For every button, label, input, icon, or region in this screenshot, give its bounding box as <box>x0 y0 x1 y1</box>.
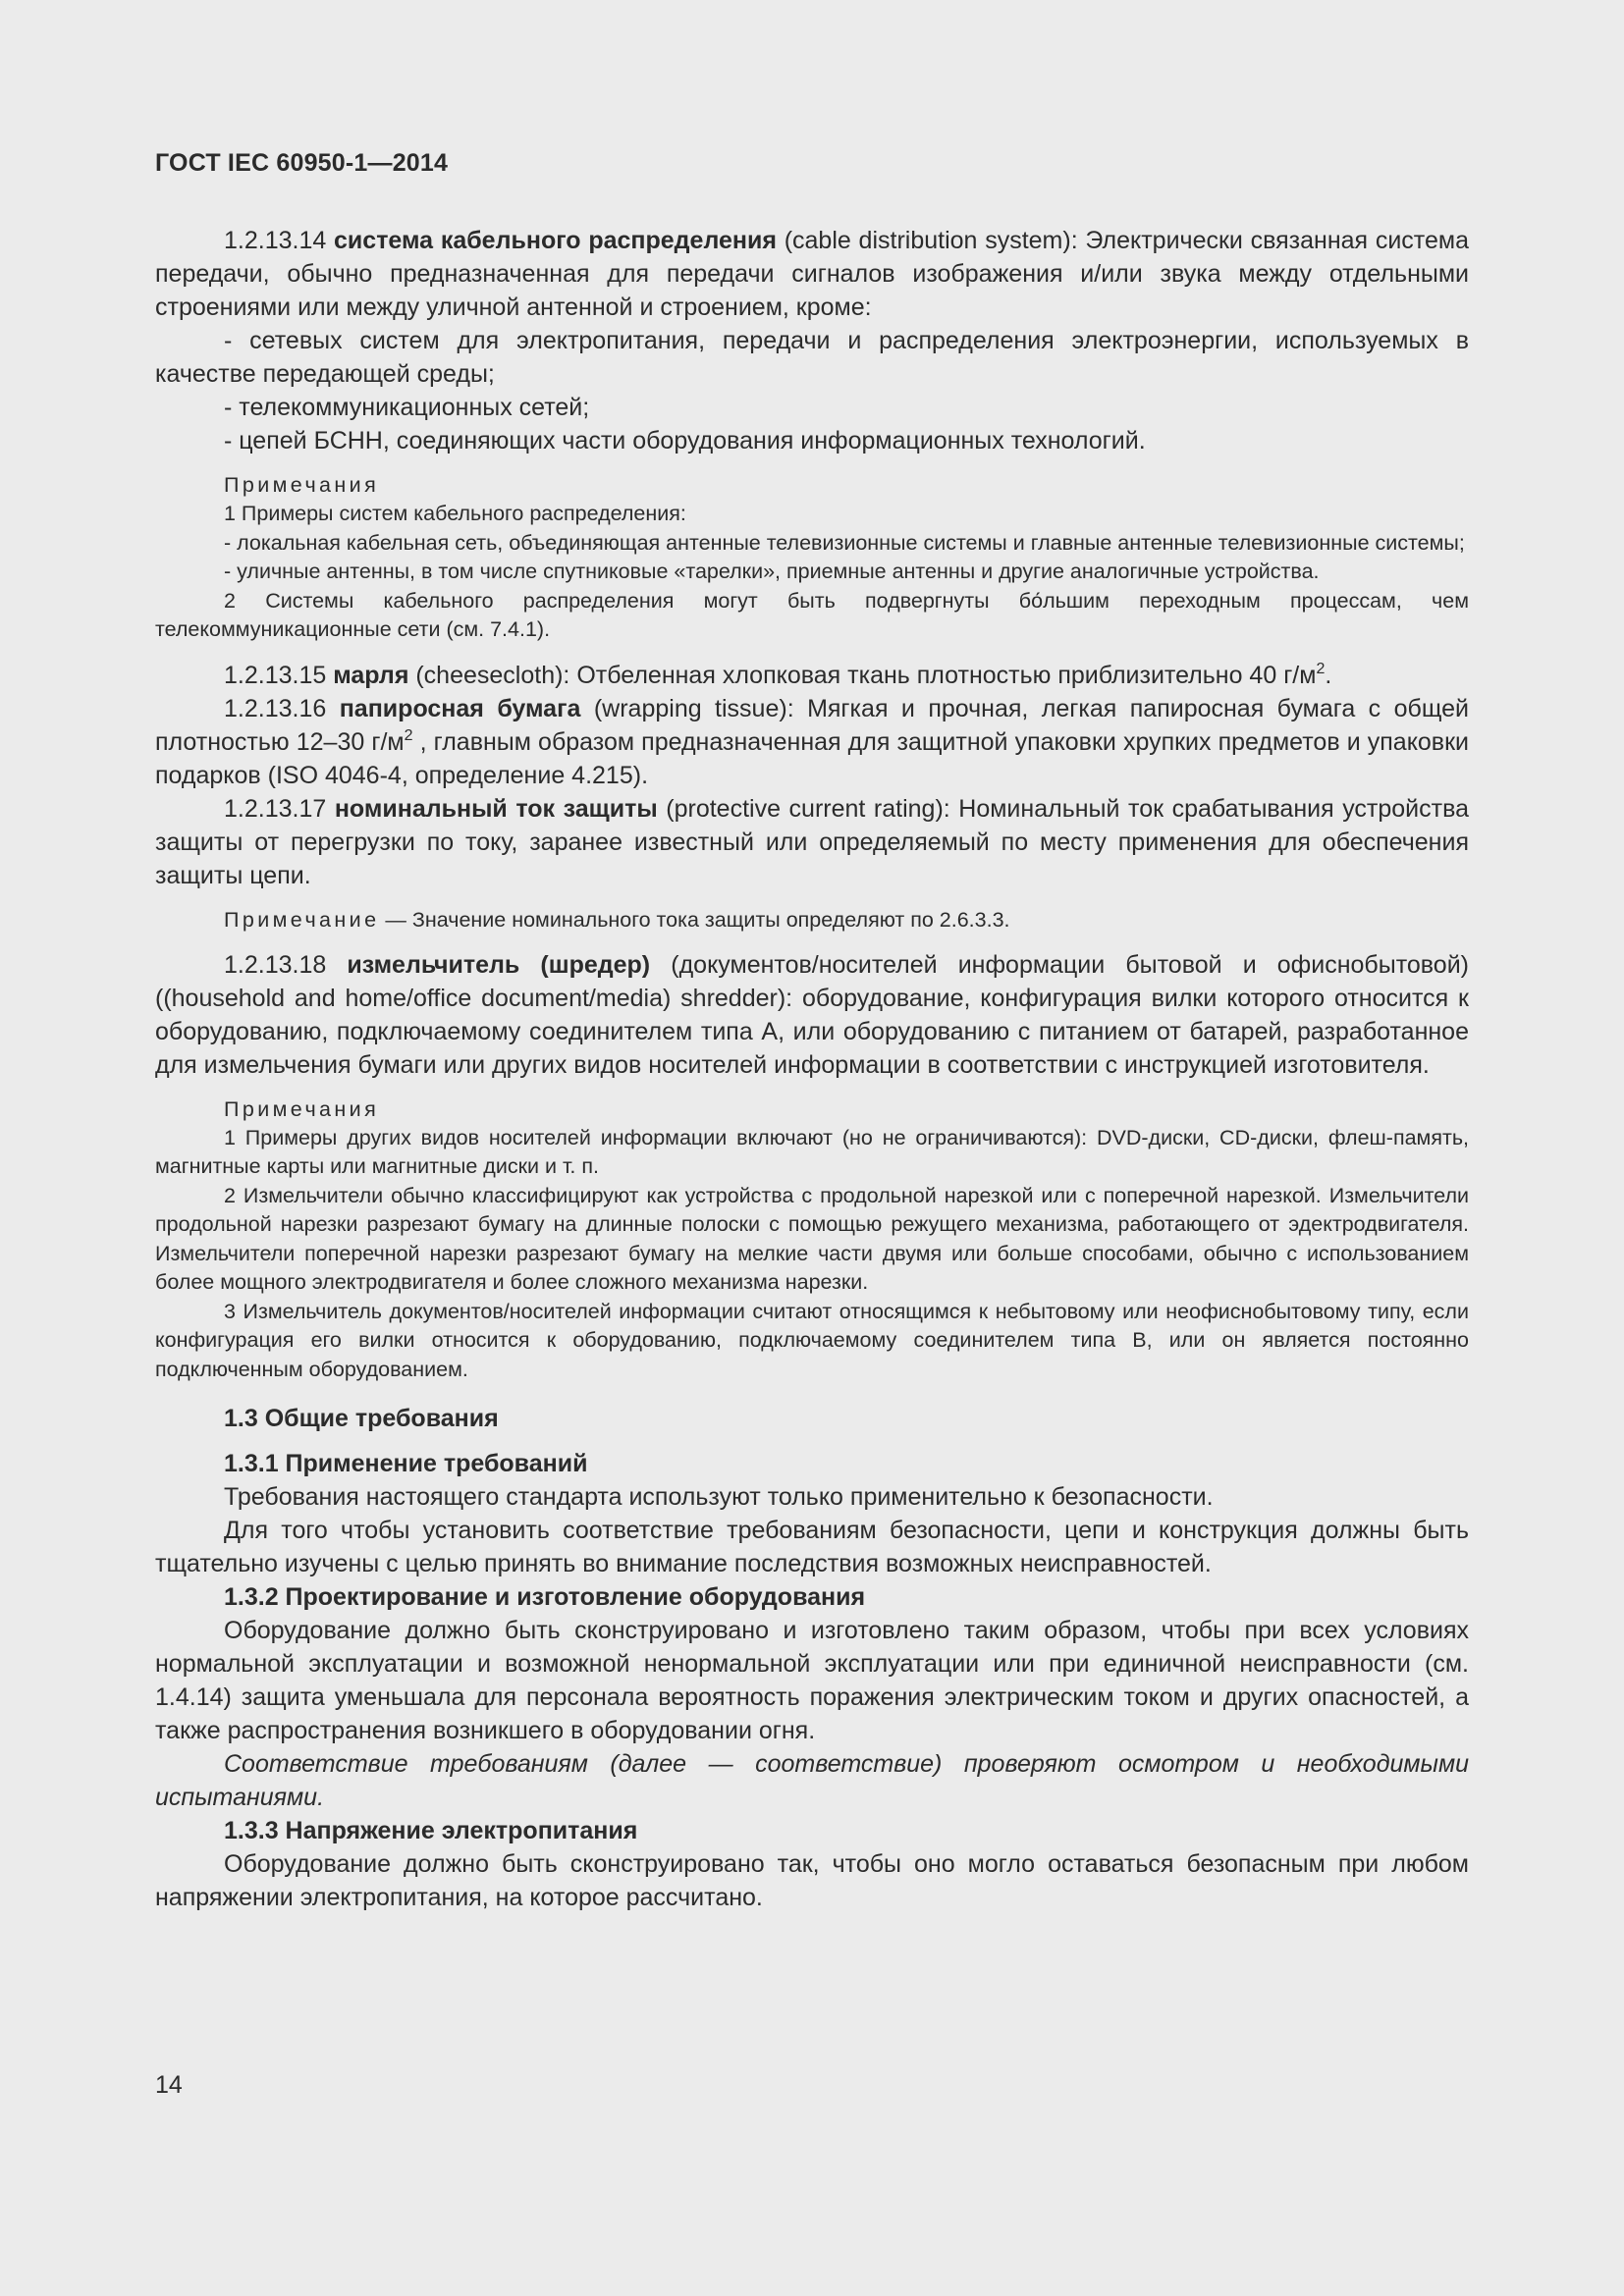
paragraph: Оборудование должно быть сконструировано и изготовлено таким образом, чтобы при всех условиях нормальной эксплуатации и возможной ненормальной эксплуатации или при единичной неисправности (см. 1.4.14) защита уменьшала для персонала вероятность поражения электрическим током и других опасностей, а также распространения возникшего в оборудовании огня. <box>155 1617 1469 1744</box>
section-heading-1-3: 1.3 Общие требования <box>224 1405 499 1432</box>
term: номинальный ток защиты <box>334 794 658 823</box>
paragraph: Оборудование должно быть сконструировано так, чтобы оно могло оставаться безопасным при любом напряжении электропитания, на которое рассчитано. <box>155 1850 1469 1911</box>
note-item: 1 Примеры других видов носителей информации включают (но не ограничиваются): DVD-диски, CD-диски, флеш-память, магнитные карты или магнитные диски и т. п. <box>155 1125 1469 1178</box>
term: папиросная бумага <box>339 694 581 722</box>
page-number: 14 <box>155 2071 183 2099</box>
clause-number: 1.2.13.17 <box>224 794 335 823</box>
definition-text: (документов/носителей информации бытовой и офиснобытовой) ((household and home/office document/media) shredder): оборудование, конфигурация вилки которого относится к оборудованию, подключаемому соединителем типа А, или оборудованию с питанием от батарей, разработанное для измельчения бумаги или других видов носителей информации в соответствии с инструкцией изготовителя. <box>155 950 1469 1079</box>
note-item: 2 Измельчители обычно классифицируют как устройства с продольной нарезкой или с поперечной нарезкой. Измельчители продольной нарезки разрезают бумагу на длинные полоски с помощью режущего механизма, работающего от эдектродвигателя. Измельчители поперечной нарезки разрезают бумагу на мелкие части двумя или больше способами, обычно с использованием более мощного электродвигателя и более сложного механизма нарезки. <box>155 1183 1469 1294</box>
section-heading-1-3-3: 1.3.3 Напряжение электропитания <box>224 1817 638 1844</box>
definition-text: (cheesecloth): Отбеленная хлопковая ткань плотностью приблизительно 40 г/м <box>408 661 1317 689</box>
note-line <box>155 906 1469 934</box>
term: система кабельного распределения <box>334 227 777 254</box>
document-header: ГОСТ IEC 60950-1—2014 <box>155 149 449 177</box>
note-item: 1 Примеры систем кабельного распределения: <box>224 502 686 525</box>
definition-text: (protective current rating): Номинальный ток срабатывания устройства защиты от перегрузки по току, заранее известный или определяемый по месту применения для обеспечения защиты цепи. <box>155 794 1470 889</box>
clause-number: 1.2.13.18 <box>224 950 348 979</box>
clause-1-2-13-15 <box>155 659 1469 692</box>
note-item: - уличные антенны, в том числе спутниковые «тарелки», приемные антенны и другие аналогичные устройства. <box>224 560 1320 583</box>
note-item: 3 Измельчитель документов/носителей информации считают относящимся к небытовому или неофиснобытовому типу, если конфигурация его вилки относится к оборудованию, подключаемому соединителем типа В, или он является постоянно подключенным оборудованием. <box>155 1299 1469 1381</box>
definition-text: (cable distribution system): Электрически связанная система передачи, обычно предназначенная для передачи сигналов изображения и/или звука между отдельными строениями или между уличной антенной и строением, кроме: <box>155 227 1469 321</box>
list-item: - телекоммуникационных сетей; <box>224 394 590 421</box>
list-item: - цепей БСНН, соединяющих части оборудования информационных технологий. <box>224 427 1146 454</box>
note-item: - локальная кабельная сеть, объединяющая антенные телевизионные системы и главные антенные телевизионные системы; <box>224 530 1465 555</box>
definition-text: (wrapping tissue): Мягкая и прочная, легкая папиросная бумага с общей плотностью 12–30 г/м <box>155 694 1469 756</box>
paragraph: Для того чтобы установить соответствие требованиям безопасности, цепи и конструкция должны быть тщательно изучены с целью принять во внимание последствия возможных неисправностей. <box>155 1517 1469 1577</box>
clause-1-2-13-17 <box>155 792 1469 892</box>
section-heading-1-3-1: 1.3.1 Применение требований <box>224 1450 588 1477</box>
document-body <box>155 224 1469 1914</box>
superscript: 2 <box>404 726 413 744</box>
definition-text-cont: , главным образом предназначенная для защитной упаковки хрупких предметов и упаковки подарков (ISO 4046-4, определение 4.215). <box>155 727 1469 789</box>
paragraph: Требования настоящего стандарта используют только применительно к безопасности. <box>224 1483 1214 1511</box>
term: измельчитель (шредер) <box>347 950 651 979</box>
list-item: - сетевых систем для электропитания, передачи и распределения электроэнергии, используемых в качестве передающей среды; <box>155 327 1469 388</box>
period: . <box>1325 661 1332 689</box>
clause-1-2-13-16 <box>155 692 1469 792</box>
superscript: 2 <box>1316 660 1326 677</box>
note-title: Примечание <box>224 907 380 932</box>
note-text: Значение номинального тока защиты определяют по 2.6.3.3. <box>411 907 1010 932</box>
clause-number: 1.2.13.16 <box>224 694 340 722</box>
section-heading-1-3-2: 1.3.2 Проектирование и изготовление оборудования <box>224 1583 866 1611</box>
italic-text: Соответствие требованиям (далее — соответствие) проверяют осмотром и необходимыми испытаниями. <box>155 1750 1469 1811</box>
compliance-statement <box>155 1747 1469 1814</box>
notes-title: Примечания <box>224 473 380 497</box>
clause-number: 1.2.13.15 <box>224 661 334 689</box>
note-dash: — <box>379 907 412 932</box>
clause-1-2-13-18 <box>155 948 1469 1082</box>
clause-number: 1.2.13.14 <box>224 227 335 254</box>
note-item: 2 Системы кабельного распределения могут быть подвергнуты бо́льшим переходным процессам, чем телекоммуникационные сети (см. 7.4.1). <box>155 588 1469 641</box>
term: марля <box>333 661 409 689</box>
clause-1-2-13-14 <box>155 224 1469 324</box>
notes-title: Примечания <box>224 1096 380 1121</box>
